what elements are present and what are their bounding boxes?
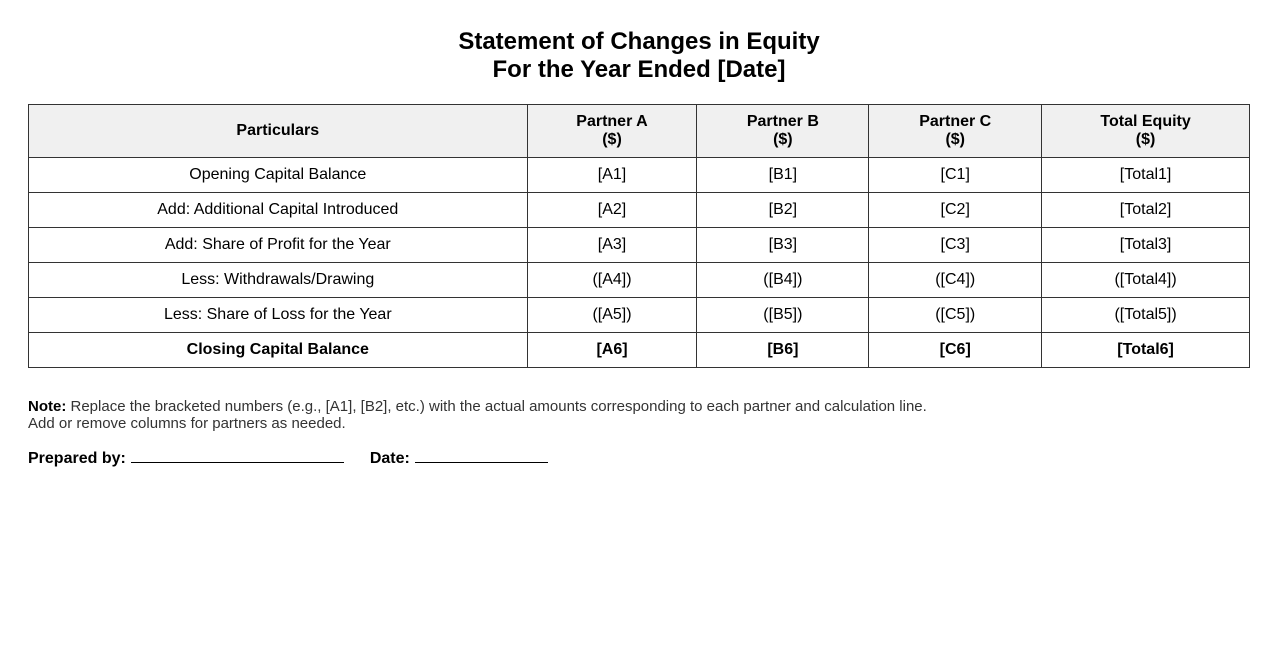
- row-particular: Less: Withdrawals/Drawing: [29, 263, 528, 298]
- table-header-row: [29, 105, 1250, 158]
- cell-partner-a: ([A4]): [527, 263, 697, 298]
- cell-partner-a: [A1]: [527, 158, 697, 193]
- signoff: [28, 446, 548, 468]
- table-row: [29, 263, 1250, 298]
- table-row: [29, 228, 1250, 263]
- cell-partner-b: ([B5]): [697, 298, 869, 333]
- table-row: [29, 193, 1250, 228]
- cell-partner-c: ([C4]): [869, 263, 1042, 298]
- prepared-by-field[interactable]: [131, 446, 344, 463]
- title-line-2: For the Year Ended [Date]: [492, 56, 786, 83]
- cell-partner-a: [A6]: [527, 333, 697, 368]
- prepared-by-label: Prepared by:: [28, 450, 126, 467]
- header-particulars: Particulars: [29, 105, 528, 158]
- equity-table: [28, 104, 1250, 368]
- cell-partner-c: ([C5]): [869, 298, 1042, 333]
- cell-total: [Total3]: [1042, 228, 1250, 263]
- table-row: [29, 298, 1250, 333]
- cell-total: ([Total5]): [1042, 298, 1250, 333]
- cell-partner-b: ([B4]): [697, 263, 869, 298]
- table-row: [29, 158, 1250, 193]
- row-particular: Less: Share of Loss for the Year: [29, 298, 528, 333]
- row-particular: Opening Capital Balance: [29, 158, 528, 193]
- row-particular: Closing Capital Balance: [29, 333, 528, 368]
- table-row-closing-balance: [29, 333, 1250, 368]
- cell-partner-b: [B6]: [697, 333, 869, 368]
- header-partner-a: Partner A ($): [527, 105, 697, 158]
- date-field[interactable]: [415, 446, 548, 463]
- date-label: Date:: [369, 450, 410, 467]
- cell-partner-c: [C6]: [869, 333, 1042, 368]
- cell-partner-c: [C1]: [869, 158, 1042, 193]
- header-total-equity: Total Equity ($): [1042, 105, 1250, 158]
- cell-partner-a: [A2]: [527, 193, 697, 228]
- note-text-line-2: Add or remove columns for partners as needed.: [28, 415, 346, 432]
- note-text-line-1: Replace the bracketed numbers (e.g., [A1], [B2], etc.) with the actual amounts corresponding to each partner and calculation line.: [66, 398, 927, 415]
- header-partner-b: Partner B ($): [697, 105, 869, 158]
- cell-total: [Total1]: [1042, 158, 1250, 193]
- cell-total: [Total2]: [1042, 193, 1250, 228]
- cell-partner-b: [B3]: [697, 228, 869, 263]
- note: [28, 398, 927, 432]
- cell-partner-a: [A3]: [527, 228, 697, 263]
- cell-partner-a: ([A5]): [527, 298, 697, 333]
- cell-partner-b: [B2]: [697, 193, 869, 228]
- cell-partner-c: [C2]: [869, 193, 1042, 228]
- cell-total: ([Total4]): [1042, 263, 1250, 298]
- row-particular: Add: Share of Profit for the Year: [29, 228, 528, 263]
- document-title: [0, 28, 1278, 84]
- cell-partner-c: [C3]: [869, 228, 1042, 263]
- cell-partner-b: [B1]: [697, 158, 869, 193]
- note-label: Note:: [28, 398, 67, 415]
- cell-total: [Total6]: [1042, 333, 1250, 368]
- title-line-1: Statement of Changes in Equity: [458, 28, 820, 55]
- row-particular: Add: Additional Capital Introduced: [29, 193, 528, 228]
- header-partner-c: Partner C ($): [869, 105, 1042, 158]
